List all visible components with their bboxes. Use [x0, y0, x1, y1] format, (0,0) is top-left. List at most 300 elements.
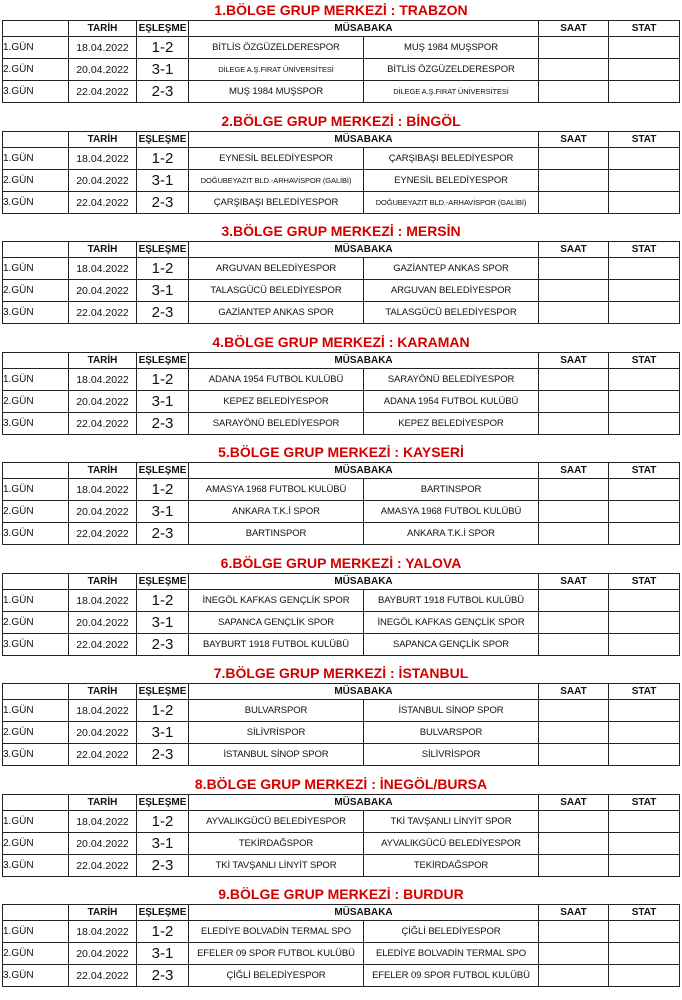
stadium — [609, 280, 680, 302]
match-day: 1.GÜN — [3, 37, 69, 59]
match-time — [539, 921, 609, 943]
home-team: İSTANBUL SİNOP SPOR — [189, 744, 364, 766]
match-day: 3.GÜN — [3, 413, 69, 435]
pairing-code: 3-1 — [137, 833, 189, 855]
stadium — [609, 744, 680, 766]
group-section — [0, 442, 682, 545]
match-time — [539, 722, 609, 744]
group-title: 8.BÖLGE GRUP MERKEZİ : İNEGÖL/BURSA — [194, 776, 488, 792]
table-row — [3, 192, 680, 214]
match-day: 3.GÜN — [3, 192, 69, 214]
match-date: 18.04.2022 — [69, 921, 137, 943]
header-stat: STAT — [609, 574, 680, 590]
home-team: İNEGÖL KAFKAS GENÇLİK SPOR — [189, 590, 364, 612]
match-date: 18.04.2022 — [69, 700, 137, 722]
home-team: AYVALIKGÜCÜ BELEDİYESPOR — [189, 811, 364, 833]
group-title: 2.BÖLGE GRUP MERKEZİ : BİNGÖL — [221, 113, 461, 129]
match-time — [539, 523, 609, 545]
match-time — [539, 744, 609, 766]
home-team: ÇİĞLİ BELEDİYESPOR — [189, 965, 364, 987]
match-time — [539, 833, 609, 855]
home-team: KEPEZ BELEDİYESPOR — [189, 391, 364, 413]
pairing-code: 2-3 — [137, 523, 189, 545]
stadium — [609, 921, 680, 943]
table-row — [3, 59, 680, 81]
home-team: ADANA 1954 FUTBOL KULÜBÜ — [189, 369, 364, 391]
header-date: TARİH — [69, 353, 137, 369]
match-day: 1.GÜN — [3, 921, 69, 943]
group-section — [0, 663, 682, 766]
header-time: SAAT — [539, 795, 609, 811]
fixture-table — [2, 462, 680, 545]
pairing-code: 2-3 — [137, 192, 189, 214]
header-row — [3, 574, 680, 590]
table-row — [3, 501, 680, 523]
away-team: ÇARŞIBAŞI BELEDİYESPOR — [364, 148, 539, 170]
group-section — [0, 111, 682, 214]
fixture-table — [2, 904, 680, 987]
match-date: 20.04.2022 — [69, 833, 137, 855]
match-date: 20.04.2022 — [69, 391, 137, 413]
match-date: 18.04.2022 — [69, 369, 137, 391]
header-match: MÜSABAKA — [189, 132, 539, 148]
match-day: 2.GÜN — [3, 943, 69, 965]
header-pairing: EŞLEŞME — [137, 21, 189, 37]
header-date: TARİH — [69, 574, 137, 590]
away-team: AMASYA 1968 FUTBOL KULÜBÜ — [364, 501, 539, 523]
pairing-code: 3-1 — [137, 501, 189, 523]
header-stat: STAT — [609, 795, 680, 811]
table-row — [3, 391, 680, 413]
pairing-code: 2-3 — [137, 744, 189, 766]
stadium — [609, 479, 680, 501]
match-time — [539, 391, 609, 413]
stadium — [609, 501, 680, 523]
pairing-code: 1-2 — [137, 921, 189, 943]
table-row — [3, 170, 680, 192]
match-time — [539, 413, 609, 435]
match-day: 1.GÜN — [3, 479, 69, 501]
away-team: ARGUVAN BELEDİYESPOR — [364, 280, 539, 302]
away-team: BARTINSPOR — [364, 479, 539, 501]
home-team: TEKİRDAĞSPOR — [189, 833, 364, 855]
match-time — [539, 369, 609, 391]
match-time — [539, 590, 609, 612]
home-team: EYNESİL BELEDİYESPOR — [189, 148, 364, 170]
pairing-code: 1-2 — [137, 590, 189, 612]
home-team: BİTLİS ÖZGÜZELDERESPOR — [189, 37, 364, 59]
pairing-code: 1-2 — [137, 258, 189, 280]
match-day: 3.GÜN — [3, 744, 69, 766]
match-time — [539, 192, 609, 214]
header-date: TARİH — [69, 905, 137, 921]
match-time — [539, 280, 609, 302]
header-date: TARİH — [69, 795, 137, 811]
match-date: 22.04.2022 — [69, 744, 137, 766]
header-row — [3, 242, 680, 258]
group-section — [0, 774, 682, 877]
match-time — [539, 258, 609, 280]
home-team: BAYBURT 1918 FUTBOL KULÜBÜ — [189, 634, 364, 656]
header-date: TARİH — [69, 21, 137, 37]
match-time — [539, 59, 609, 81]
header-date: TARİH — [69, 132, 137, 148]
header-pairing: EŞLEŞME — [137, 353, 189, 369]
header-day — [3, 132, 69, 148]
pairing-code: 2-3 — [137, 634, 189, 656]
header-day — [3, 242, 69, 258]
away-team: DİLEGE A.Ş.FIRAT ÜNİVERSİTESİ — [364, 81, 539, 103]
home-team: TALASGÜCÜ BELEDİYESPOR — [189, 280, 364, 302]
header-date: TARİH — [69, 463, 137, 479]
away-team: MUŞ 1984 MUŞSPOR — [364, 37, 539, 59]
match-date: 20.04.2022 — [69, 59, 137, 81]
fixture-table — [2, 20, 680, 103]
header-day — [3, 795, 69, 811]
group-section — [0, 884, 682, 987]
table-row — [3, 369, 680, 391]
match-day: 2.GÜN — [3, 612, 69, 634]
pairing-code: 3-1 — [137, 59, 189, 81]
match-day: 1.GÜN — [3, 811, 69, 833]
fixture-table — [2, 683, 680, 766]
group-title: 3.BÖLGE GRUP MERKEZİ : MERSİN — [221, 223, 461, 239]
home-team: SARAYÖNÜ BELEDİYESPOR — [189, 413, 364, 435]
table-row — [3, 921, 680, 943]
away-team: TKİ TAVŞANLI LİNYİT SPOR — [364, 811, 539, 833]
fixture-table — [2, 573, 680, 656]
away-team: DOĞUBEYAZIT BLD.-ARHAVİSPOR (GALİBİ) — [364, 192, 539, 214]
match-date: 18.04.2022 — [69, 37, 137, 59]
pairing-code: 3-1 — [137, 612, 189, 634]
match-time — [539, 811, 609, 833]
away-team: EFELER 09 SPOR FUTBOL KULÜBÜ — [364, 965, 539, 987]
pairing-code: 2-3 — [137, 965, 189, 987]
fixture-table — [2, 794, 680, 877]
header-time: SAAT — [539, 132, 609, 148]
header-date: TARİH — [69, 684, 137, 700]
header-stat: STAT — [609, 132, 680, 148]
header-pairing: EŞLEŞME — [137, 574, 189, 590]
group-title: 5.BÖLGE GRUP MERKEZİ : KAYSERİ — [218, 444, 464, 460]
stadium — [609, 612, 680, 634]
header-stat: STAT — [609, 684, 680, 700]
table-row — [3, 302, 680, 324]
match-day: 3.GÜN — [3, 81, 69, 103]
match-time — [539, 965, 609, 987]
match-date: 22.04.2022 — [69, 192, 137, 214]
away-team: SARAYÖNÜ BELEDİYESPOR — [364, 369, 539, 391]
home-team: EFELER 09 SPOR FUTBOL KULÜBÜ — [189, 943, 364, 965]
away-team: İNEGÖL KAFKAS GENÇLİK SPOR — [364, 612, 539, 634]
match-day: 2.GÜN — [3, 280, 69, 302]
pairing-code: 2-3 — [137, 302, 189, 324]
header-match: MÜSABAKA — [189, 463, 539, 479]
home-team: BARTINSPOR — [189, 523, 364, 545]
match-date: 22.04.2022 — [69, 634, 137, 656]
match-date: 18.04.2022 — [69, 479, 137, 501]
away-team: ADANA 1954 FUTBOL KULÜBÜ — [364, 391, 539, 413]
header-time: SAAT — [539, 463, 609, 479]
pairing-code: 1-2 — [137, 37, 189, 59]
home-team: BULVARSPOR — [189, 700, 364, 722]
pairing-code: 2-3 — [137, 413, 189, 435]
match-day: 2.GÜN — [3, 59, 69, 81]
header-time: SAAT — [539, 905, 609, 921]
pairing-code: 1-2 — [137, 369, 189, 391]
table-row — [3, 258, 680, 280]
home-team: GAZİANTEP ANKAS SPOR — [189, 302, 364, 324]
away-team: ELEDİYE BOLVADİN TERMAL SPO — [364, 943, 539, 965]
header-match: MÜSABAKA — [189, 574, 539, 590]
match-day: 3.GÜN — [3, 302, 69, 324]
header-match: MÜSABAKA — [189, 684, 539, 700]
away-team: KEPEZ BELEDİYESPOR — [364, 413, 539, 435]
home-team: MUŞ 1984 MUŞSPOR — [189, 81, 364, 103]
stadium — [609, 170, 680, 192]
match-day: 2.GÜN — [3, 501, 69, 523]
match-date: 22.04.2022 — [69, 965, 137, 987]
stadium — [609, 700, 680, 722]
table-row — [3, 479, 680, 501]
pairing-code: 3-1 — [137, 722, 189, 744]
header-day — [3, 574, 69, 590]
match-day: 1.GÜN — [3, 148, 69, 170]
table-row — [3, 965, 680, 987]
match-time — [539, 501, 609, 523]
stadium — [609, 37, 680, 59]
match-date: 18.04.2022 — [69, 590, 137, 612]
header-row — [3, 21, 680, 37]
stadium — [609, 634, 680, 656]
group-title: 7.BÖLGE GRUP MERKEZİ : İSTANBUL — [213, 665, 469, 681]
away-team: TEKİRDAĞSPOR — [364, 855, 539, 877]
header-stat: STAT — [609, 21, 680, 37]
match-date: 20.04.2022 — [69, 943, 137, 965]
header-pairing: EŞLEŞME — [137, 905, 189, 921]
pairing-code: 1-2 — [137, 700, 189, 722]
table-row — [3, 634, 680, 656]
table-row — [3, 833, 680, 855]
home-team: ARGUVAN BELEDİYESPOR — [189, 258, 364, 280]
match-date: 20.04.2022 — [69, 501, 137, 523]
fixture-table — [2, 241, 680, 324]
table-row — [3, 280, 680, 302]
header-match: MÜSABAKA — [189, 21, 539, 37]
header-match: MÜSABAKA — [189, 795, 539, 811]
away-team: ÇİĞLİ BELEDİYESPOR — [364, 921, 539, 943]
away-team: BİTLİS ÖZGÜZELDERESPOR — [364, 59, 539, 81]
home-team: ÇARŞIBAŞI BELEDİYESPOR — [189, 192, 364, 214]
match-day: 1.GÜN — [3, 258, 69, 280]
stadium — [609, 855, 680, 877]
header-pairing: EŞLEŞME — [137, 242, 189, 258]
header-row — [3, 132, 680, 148]
match-date: 22.04.2022 — [69, 413, 137, 435]
match-time — [539, 700, 609, 722]
away-team: GAZİANTEP ANKAS SPOR — [364, 258, 539, 280]
table-row — [3, 744, 680, 766]
header-pairing: EŞLEŞME — [137, 795, 189, 811]
table-row — [3, 612, 680, 634]
header-match: MÜSABAKA — [189, 905, 539, 921]
stadium — [609, 148, 680, 170]
match-day: 3.GÜN — [3, 523, 69, 545]
home-team: ANKARA T.K.İ SPOR — [189, 501, 364, 523]
pairing-code: 2-3 — [137, 81, 189, 103]
home-team: SAPANCA GENÇLİK SPOR — [189, 612, 364, 634]
fixture-table — [2, 131, 680, 214]
match-day: 3.GÜN — [3, 634, 69, 656]
match-time — [539, 37, 609, 59]
match-time — [539, 943, 609, 965]
match-date: 18.04.2022 — [69, 258, 137, 280]
group-title: 4.BÖLGE GRUP MERKEZİ : KARAMAN — [212, 334, 470, 350]
group-section — [0, 221, 682, 324]
match-date: 18.04.2022 — [69, 148, 137, 170]
away-team: BAYBURT 1918 FUTBOL KULÜBÜ — [364, 590, 539, 612]
home-team: DİLEGE A.Ş.FIRAT ÜNİVERSİTESİ — [189, 59, 364, 81]
home-team: SİLİVRİSPOR — [189, 722, 364, 744]
header-stat: STAT — [609, 463, 680, 479]
match-day: 2.GÜN — [3, 391, 69, 413]
stadium — [609, 258, 680, 280]
header-day — [3, 684, 69, 700]
group-title: 6.BÖLGE GRUP MERKEZİ : YALOVA — [220, 555, 462, 571]
stadium — [609, 59, 680, 81]
pairing-code: 1-2 — [137, 479, 189, 501]
table-row — [3, 943, 680, 965]
header-time: SAAT — [539, 21, 609, 37]
stadium — [609, 811, 680, 833]
pairing-code: 2-3 — [137, 855, 189, 877]
away-team: EYNESİL BELEDİYESPOR — [364, 170, 539, 192]
pairing-code: 1-2 — [137, 811, 189, 833]
pairing-code: 3-1 — [137, 391, 189, 413]
header-stat: STAT — [609, 242, 680, 258]
header-time: SAAT — [539, 353, 609, 369]
header-row — [3, 684, 680, 700]
match-time — [539, 479, 609, 501]
header-day — [3, 463, 69, 479]
home-team: ELEDİYE BOLVADİN TERMAL SPO — [189, 921, 364, 943]
header-day — [3, 905, 69, 921]
table-row — [3, 523, 680, 545]
match-date: 18.04.2022 — [69, 811, 137, 833]
pairing-code: 3-1 — [137, 170, 189, 192]
header-row — [3, 463, 680, 479]
stadium — [609, 722, 680, 744]
header-pairing: EŞLEŞME — [137, 463, 189, 479]
match-time — [539, 81, 609, 103]
away-team: BULVARSPOR — [364, 722, 539, 744]
group-section — [0, 332, 682, 435]
match-date: 22.04.2022 — [69, 81, 137, 103]
match-date: 22.04.2022 — [69, 302, 137, 324]
match-day: 2.GÜN — [3, 833, 69, 855]
match-time — [539, 302, 609, 324]
header-match: MÜSABAKA — [189, 242, 539, 258]
header-day — [3, 353, 69, 369]
stadium — [609, 943, 680, 965]
header-pairing: EŞLEŞME — [137, 132, 189, 148]
table-row — [3, 590, 680, 612]
header-stat: STAT — [609, 905, 680, 921]
match-date: 22.04.2022 — [69, 855, 137, 877]
header-pairing: EŞLEŞME — [137, 684, 189, 700]
away-team: SAPANCA GENÇLİK SPOR — [364, 634, 539, 656]
stadium — [609, 391, 680, 413]
away-team: SİLİVRİSPOR — [364, 744, 539, 766]
group-title: 1.BÖLGE GRUP MERKEZİ : TRABZON — [214, 2, 468, 18]
match-day: 2.GÜN — [3, 722, 69, 744]
match-date: 20.04.2022 — [69, 612, 137, 634]
stadium — [609, 369, 680, 391]
table-row — [3, 81, 680, 103]
table-row — [3, 37, 680, 59]
match-time — [539, 855, 609, 877]
table-row — [3, 148, 680, 170]
match-time — [539, 148, 609, 170]
match-day: 3.GÜN — [3, 965, 69, 987]
stadium — [609, 302, 680, 324]
match-day: 1.GÜN — [3, 590, 69, 612]
away-team: İSTANBUL SİNOP SPOR — [364, 700, 539, 722]
stadium — [609, 523, 680, 545]
group-section — [0, 0, 682, 103]
header-row — [3, 905, 680, 921]
header-date: TARİH — [69, 242, 137, 258]
match-date: 20.04.2022 — [69, 722, 137, 744]
header-time: SAAT — [539, 684, 609, 700]
away-team: AYVALIKGÜCÜ BELEDİYESPOR — [364, 833, 539, 855]
table-row — [3, 855, 680, 877]
pairing-code: 3-1 — [137, 943, 189, 965]
home-team: TKİ TAVŞANLI LİNYİT SPOR — [189, 855, 364, 877]
away-team: TALASGÜCÜ BELEDİYESPOR — [364, 302, 539, 324]
home-team: AMASYA 1968 FUTBOL KULÜBÜ — [189, 479, 364, 501]
match-day: 1.GÜN — [3, 700, 69, 722]
header-time: SAAT — [539, 574, 609, 590]
match-date: 20.04.2022 — [69, 170, 137, 192]
group-section — [0, 553, 682, 656]
match-day: 2.GÜN — [3, 170, 69, 192]
match-time — [539, 612, 609, 634]
match-date: 20.04.2022 — [69, 280, 137, 302]
header-day — [3, 21, 69, 37]
stadium — [609, 192, 680, 214]
match-date: 22.04.2022 — [69, 523, 137, 545]
table-row — [3, 413, 680, 435]
pairing-code: 3-1 — [137, 280, 189, 302]
header-stat: STAT — [609, 353, 680, 369]
home-team: DOĞUBEYAZIT BLD.-ARHAVİSPOR (GALİBİ) — [189, 170, 364, 192]
fixture-table — [2, 352, 680, 435]
match-day: 3.GÜN — [3, 855, 69, 877]
stadium — [609, 965, 680, 987]
header-match: MÜSABAKA — [189, 353, 539, 369]
stadium — [609, 590, 680, 612]
header-row — [3, 795, 680, 811]
match-day: 1.GÜN — [3, 369, 69, 391]
header-row — [3, 353, 680, 369]
match-time — [539, 170, 609, 192]
table-row — [3, 700, 680, 722]
stadium — [609, 413, 680, 435]
match-time — [539, 634, 609, 656]
header-time: SAAT — [539, 242, 609, 258]
stadium — [609, 833, 680, 855]
